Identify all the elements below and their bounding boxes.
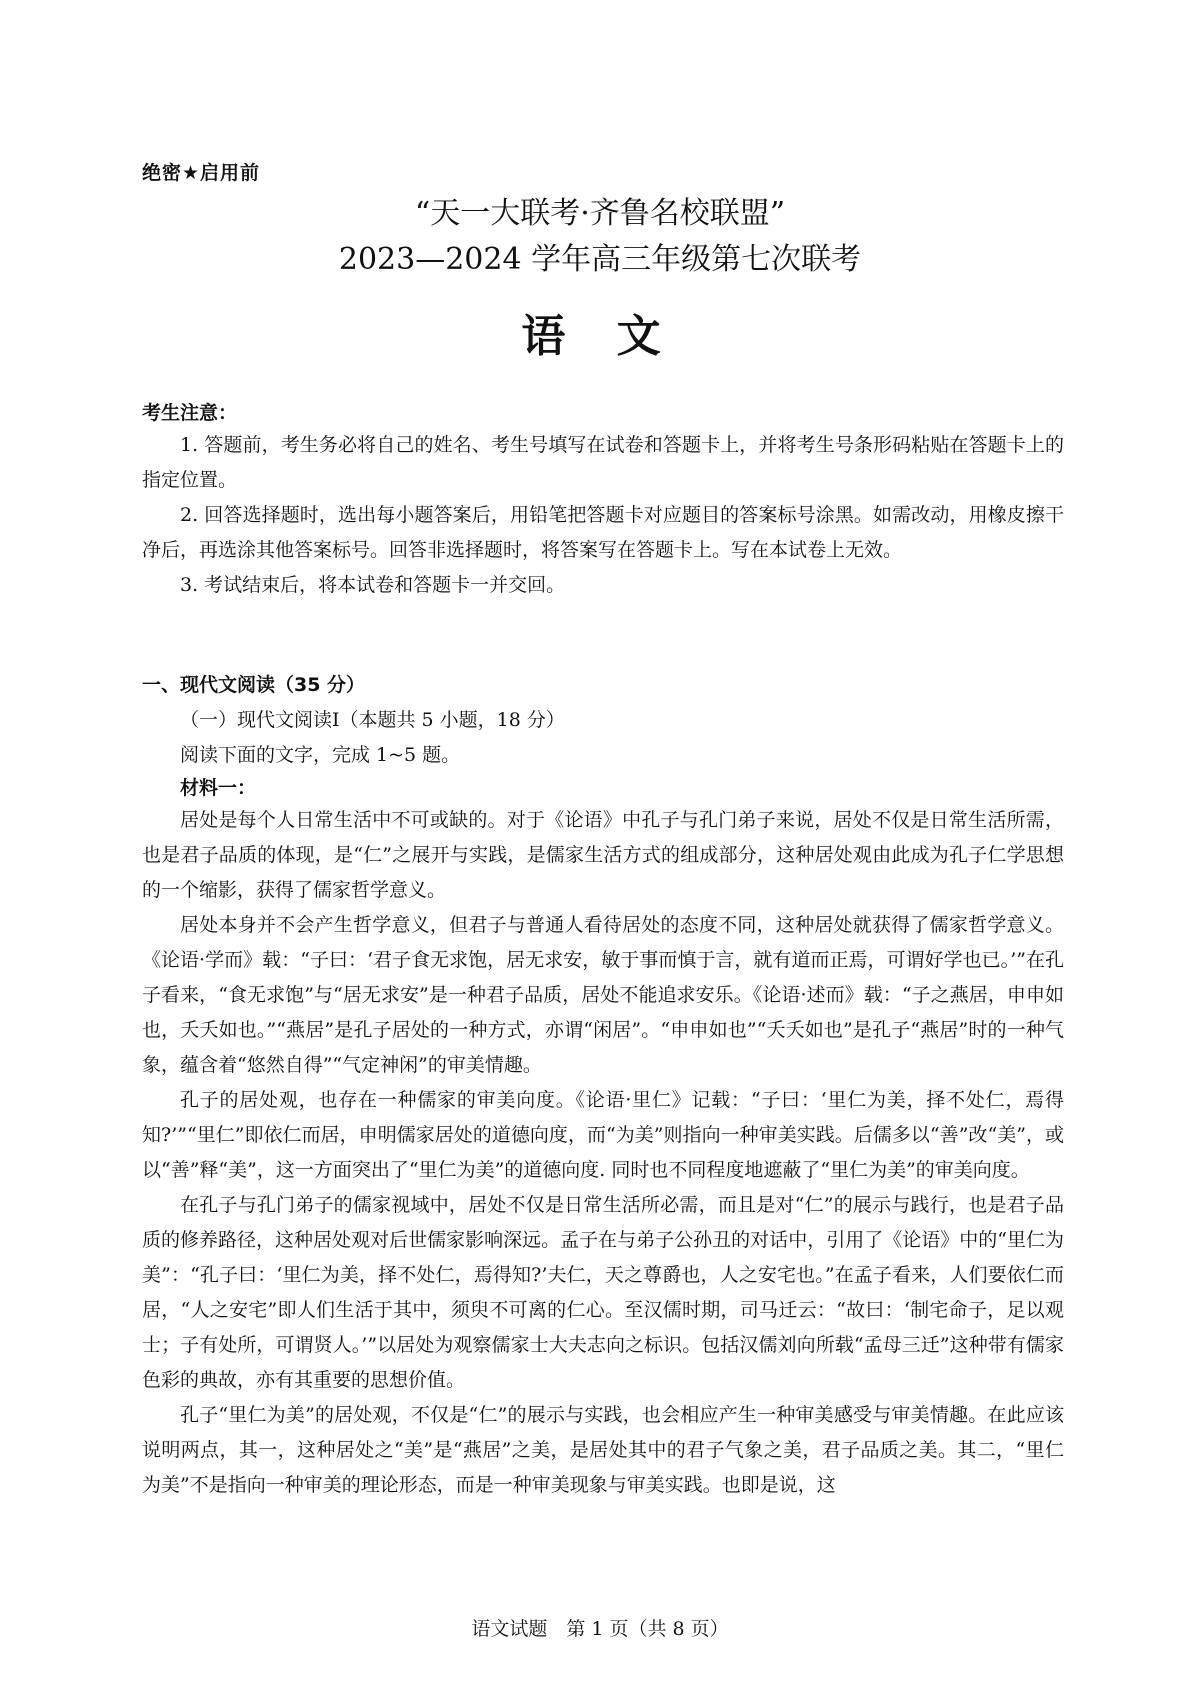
body-paragraph: 孔子“里仁为美”的居处观，不仅是“仁”的展示与实践，也会相应产生一种审美感受与审美情趣。在此应该说明两点，其一，这种居处之“美”是“燕居”之美，是居处其中的君子气象之美，君子品质之美。其二，“里仁为美”不是指向一种审美的理论形态，而是一种审美现象与审美实践。也即是说，这 <box>142 1404 1064 1496</box>
exam-title: 2023—2024 学年高三年级第七次联考 <box>338 242 862 277</box>
subject-title: 语 文 <box>521 311 679 362</box>
notice-item: 1. 答题前，考生务必将自己的姓名、考生号填写在试卷和答题卡上，并将考生号条形码粘贴在答题卡上的指定位置。 <box>142 434 1064 491</box>
body-paragraph: 孔子的居处观，也存在一种儒家的审美向度。《论语·里仁》记载：“子曰：‘里仁为美，择不处仁，焉得知?’”“里仁”即依仁而居，申明儒家居处的道德向度，而“为美”则指向一种审美实践。后儒多以“善”改“美”，或以“善”释“美”，这一方面突出了“里仁为美”的道德向度. 同时也不同程度地遮蔽了“里仁为美”的审美向度。 <box>142 1089 1064 1181</box>
notice-item: 2. 回答选择题时，选出每小题答案后，用铅笔把答题卡对应题目的答案标号涂黑。如需改动，用橡皮擦干净后，再选涂其他答案标号。回答非选择题时，将答案写在答题卡上。写在本试卷上无效。 <box>142 504 1064 561</box>
body-paragraph: 在孔子与孔门弟子的儒家视域中，居处不仅是日常生活所必需，而且是对“仁”的展示与践行，也是君子品质的修养路径，这种居处观对后世儒家影响深远。孟子在与弟子公孙丑的对话中，引用了《论语》中的“里仁为美”：“孔子曰：‘里仁为美，择不处仁，焉得知?’夫仁，天之尊爵也，人之安宅也。”在孟子看来，人们要依仁而居，“人之安宅”即人们生活于其中，须臾不可离的仁心。至汉儒时期，司马迁云：“故曰：‘制宅命子，足以观士；子有处所，可谓贤人。’”以居处为观察儒家士大夫志向之标识。包括汉儒刘向所载“孟母三迁”这种带有儒家色彩的典故，亦有其重要的思想价值。 <box>142 1194 1064 1391</box>
body-paragraph: 居处是每个人日常生活中不可或缺的。对于《论语》中孔子与孔门弟子来说，居处不仅是日常生活所需，也是君子品质的体现，是“仁”之展开与实践，是儒家生活方式的组成部分，这种居处观由此成为孔子仁学思想的一个缩影，获得了儒家哲学意义。 <box>142 809 1064 901</box>
material-body <box>142 803 1064 1503</box>
reading-instruction: 阅读下面的文字，完成 1~5 题。 <box>180 744 461 766</box>
confidential-label: 绝密★启用前 <box>142 162 261 184</box>
body-paragraph: 居处本身并不会产生哲学意义，但君子与普通人看待居处的态度不同，这种居处就获得了儒家哲学意义。《论语·学而》载：“子曰：‘君子食无求饱，居无求安，敏于事而慎于言，就有道而正焉，可谓好学也已。’”在孔子看来，“食无求饱”与“居无求安”是一种君子品质，居处不能追求安乐。《论语·述而》载：“子之燕居，申申如也，夭夭如也。”“燕居”是孔子居处的一种方式，亦谓“闲居”。“申申如也”“夭夭如也”是孔子“燕居”时的一种气象，蕴含着“悠然自得”“气定神闲”的审美情趣。 <box>142 914 1064 1076</box>
notice-heading: 考生注意： <box>142 402 238 424</box>
notice-list <box>142 428 1064 603</box>
section-heading: 一、现代文阅读（35 分） <box>142 674 366 696</box>
alliance-title: “天一大联考·齐鲁名校联盟” <box>414 196 786 231</box>
page-footer: 语文试题 第 1 页（共 8 页） <box>471 1618 729 1640</box>
notice-item: 3. 考试结束后，将本试卷和答题卡一并交回。 <box>180 574 566 596</box>
section-subheading: （一）现代文阅读Ⅰ（本题共 5 小题，18 分） <box>180 709 565 731</box>
material-label: 材料一： <box>180 777 257 799</box>
